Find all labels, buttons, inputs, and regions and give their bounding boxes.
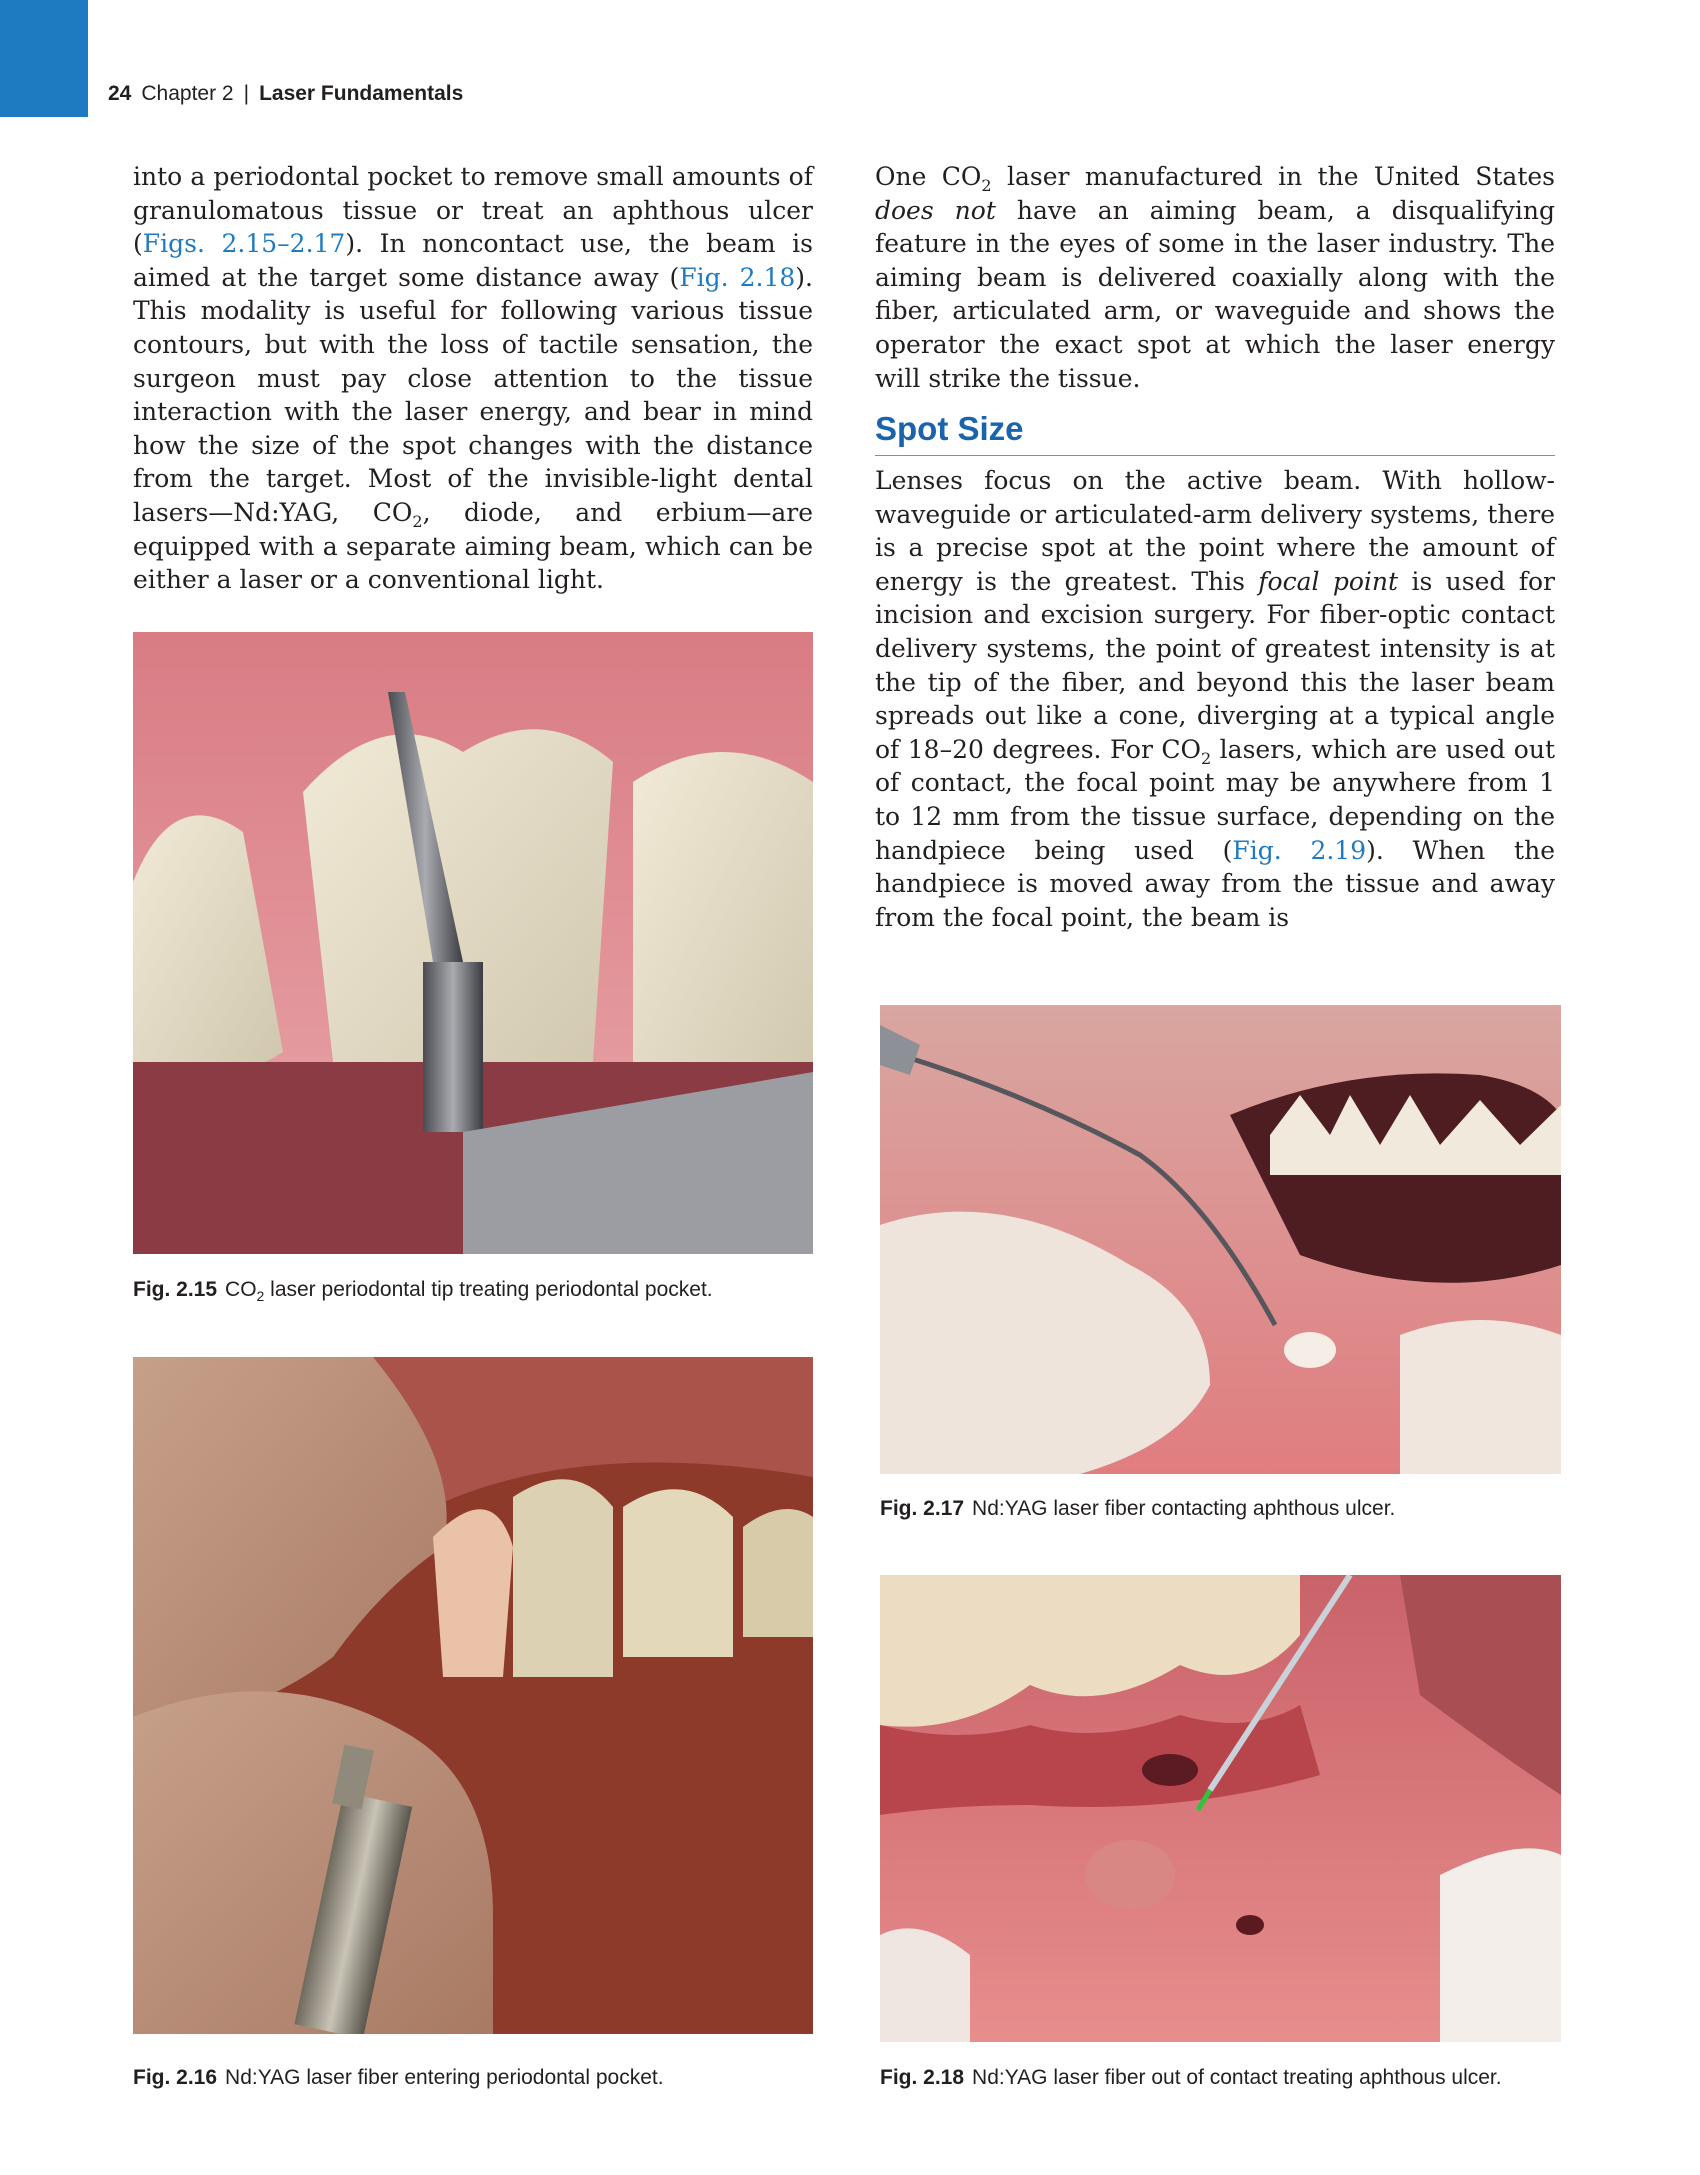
figure-2-18-caption: [880, 2066, 1502, 2090]
figure-2-16-photo: [133, 1357, 813, 2034]
figure-number: Fig. 2.17: [880, 1497, 965, 1520]
figure-2-15-caption: [133, 1278, 713, 1302]
caption-text: Nd:YAG laser fiber out of contact treating aphthous ulcer.: [972, 2066, 1502, 2089]
text-run: into a periodontal pocket to remove small amounts of granulomatous tissue or treat an aphthous ulcer (: [133, 162, 813, 259]
right-paragraph: [875, 160, 1555, 395]
caption-text: CO: [225, 1278, 257, 1301]
text-run: One CO: [875, 162, 982, 191]
chapter-color-tab: [0, 0, 88, 117]
spot-size-paragraph: [875, 464, 1555, 934]
text-run: laser manufactured in the United States: [991, 162, 1556, 191]
text-run: ). When the handpiece is moved away from the tissue and away from the focal point, the beam is: [875, 835, 1555, 932]
spot-size-text: [875, 464, 1555, 934]
figure-number: Fig. 2.16: [133, 2066, 218, 2089]
emphasis-focal-point: focal point: [1258, 566, 1399, 596]
text-run: , diode, and erbium—are equipped with a separate aiming beam, which can be either a laser or a conventional light.: [133, 497, 813, 595]
page-number: 24: [108, 82, 132, 105]
figure-2-16-caption: [133, 2066, 664, 2090]
figure-2-17-caption: [880, 1497, 1395, 1521]
figure-link-2-19[interactable]: Fig. 2.19: [1232, 835, 1367, 865]
figure-link-2-18[interactable]: Fig. 2.18: [679, 262, 796, 292]
chapter-label: Chapter 2: [141, 82, 234, 105]
text-run: Lenses focus on the active beam. With hollow-waveguide or articulated-arm delivery systems, there is a precise spot at the point where the amount of energy is the greatest. This: [875, 466, 1555, 596]
figure-link-2-15-2-17[interactable]: Figs. 2.15–2.17: [142, 229, 346, 259]
left-column-text: [133, 160, 813, 597]
text-run: lasers, which are used out of contact, the focal point may be anywhere from 1 to 12 mm from the tissue surface, depending on the handpiece being used (: [875, 734, 1555, 865]
section-rule: [875, 455, 1555, 456]
subscript: 2: [412, 511, 423, 531]
figure-number: Fig. 2.18: [880, 2066, 965, 2089]
subscript: 2: [256, 1288, 265, 1304]
emphasis-does-not: does not: [875, 195, 996, 225]
running-header: [108, 82, 463, 106]
text-run: ). In noncontact use, the beam is aimed at the target some distance away (: [133, 229, 813, 292]
caption-text: Nd:YAG laser fiber entering periodontal pocket.: [225, 2066, 664, 2089]
text-run: is used for incision and excision surgery. For fiber-optic contact delivery systems, the point of greatest intensity is at the tip of the fiber, and beyond this the laser beam spreads out like a cone, diverging at a typical angle of 18–20 degrees. For CO: [875, 566, 1555, 764]
figure-number: Fig. 2.15: [133, 1278, 218, 1301]
subscript: 2: [1201, 748, 1212, 768]
header-separator: |: [243, 82, 250, 105]
left-paragraph: [133, 160, 813, 597]
figure-2-18-photo: [880, 1575, 1561, 2042]
text-run: have an aiming beam, a disqualifying feature in the eyes of some in the laser industry. The aiming beam is delivered coaxially along with the fiber, articulated arm, or waveguide and shows the operator the exact spot at which the laser energy will strike the tissue.: [875, 195, 1555, 393]
figure-2-17-photo: [880, 1005, 1561, 1474]
caption-text: Nd:YAG laser fiber contacting aphthous ulcer.: [972, 1497, 1396, 1520]
text-run: ). This modality is useful for following various tissue contours, but with the loss of tactile sensation, the surgeon must pay close attention to the tissue interaction with the laser energy, and bear in mind how the size of the spot changes with the distance from the target. Most of the invisible-light dental lasers—Nd:YAG, CO: [133, 262, 813, 527]
figure-2-15-photo: [133, 632, 813, 1254]
caption-text: laser periodontal tip treating periodontal pocket.: [264, 1278, 713, 1301]
right-column-text: [875, 160, 1555, 395]
section-heading-spot-size: Spot Size: [875, 410, 1024, 447]
subscript: 2: [981, 176, 992, 195]
chapter-title: Laser Fundamentals: [259, 82, 464, 105]
